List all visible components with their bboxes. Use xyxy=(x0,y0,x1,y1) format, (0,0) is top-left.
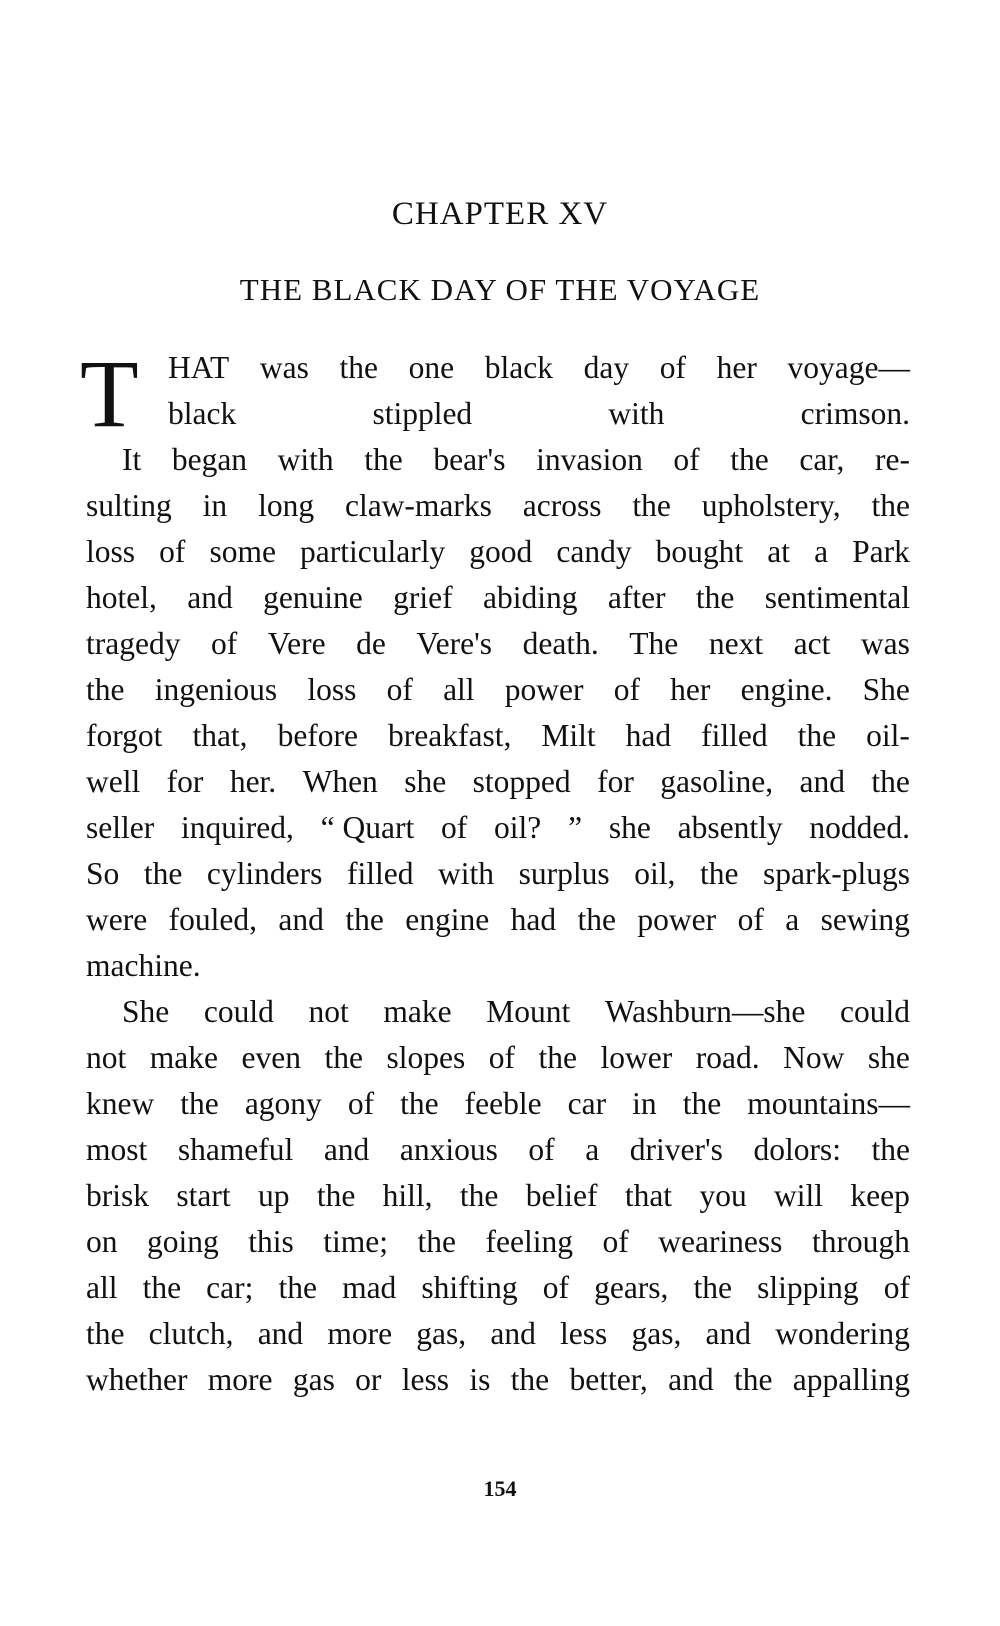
word: loss xyxy=(307,672,357,707)
word: of xyxy=(528,1132,555,1167)
word: less xyxy=(401,1362,449,1397)
word: crimson. xyxy=(800,396,910,431)
text-line xyxy=(86,851,910,897)
text-line xyxy=(86,713,910,759)
word: Mount xyxy=(486,994,571,1029)
word: engine xyxy=(405,902,490,937)
word: power xyxy=(637,902,717,937)
word: of xyxy=(159,534,186,569)
word: ” xyxy=(568,810,583,845)
word: wondering xyxy=(775,1316,910,1351)
word: candy xyxy=(556,534,632,569)
text-line xyxy=(86,1219,910,1265)
word: is xyxy=(469,1362,491,1397)
word: feeling xyxy=(485,1224,573,1259)
word: sewing xyxy=(820,902,910,937)
word: the xyxy=(871,764,910,799)
word: time; xyxy=(323,1224,389,1259)
word: shameful xyxy=(177,1132,294,1167)
word: the xyxy=(324,1040,363,1075)
word: engine. xyxy=(740,672,833,707)
word: the xyxy=(871,488,910,523)
word: Park xyxy=(852,534,910,569)
word: of xyxy=(488,1040,516,1075)
word: Washburn—she xyxy=(604,994,806,1029)
word: hotel, xyxy=(86,580,157,615)
word: she xyxy=(867,1040,910,1075)
word: the xyxy=(632,488,671,523)
word: tragedy xyxy=(86,626,181,661)
word: the xyxy=(339,350,379,385)
word: abiding xyxy=(482,580,578,615)
word: belief xyxy=(525,1178,598,1213)
word: make xyxy=(383,994,452,1029)
word: sulting xyxy=(86,488,172,523)
word: inquired, xyxy=(181,810,294,845)
word: were xyxy=(86,902,148,937)
word: with xyxy=(608,396,665,431)
word: “ Quart xyxy=(320,810,415,845)
word: good xyxy=(469,534,533,569)
text-line xyxy=(86,437,910,483)
word: whether xyxy=(86,1362,188,1397)
word: make xyxy=(149,1040,218,1075)
word: Now xyxy=(783,1040,845,1075)
word: slipping xyxy=(757,1270,859,1305)
word: could xyxy=(840,994,910,1029)
word: oil, xyxy=(634,856,676,891)
text-line xyxy=(86,1035,910,1081)
word: black xyxy=(484,350,553,385)
word: day xyxy=(583,350,630,385)
text-line xyxy=(86,483,910,529)
drop-cap: T xyxy=(80,340,139,447)
word: feeble xyxy=(464,1086,542,1121)
word: one xyxy=(408,350,455,385)
word: had xyxy=(625,718,672,753)
word: going xyxy=(147,1224,219,1259)
word: Vere xyxy=(267,626,326,661)
word: of xyxy=(347,1086,375,1121)
word: with xyxy=(438,856,495,891)
word: the xyxy=(699,856,739,891)
word: particularly xyxy=(300,534,446,569)
word: act xyxy=(793,626,831,661)
word: loss xyxy=(86,534,136,569)
word: that xyxy=(624,1178,673,1213)
word: mountains— xyxy=(747,1086,910,1121)
word: and xyxy=(705,1316,752,1351)
word: was xyxy=(259,350,309,385)
word: claw-marks xyxy=(344,488,492,523)
word: absently xyxy=(677,810,783,845)
text-line xyxy=(86,989,910,1035)
word: start xyxy=(176,1178,231,1213)
text-line xyxy=(86,391,910,437)
word: When xyxy=(302,764,378,799)
chapter-number: CHAPTER XV xyxy=(391,196,609,232)
word: car; xyxy=(206,1270,254,1305)
word: road. xyxy=(695,1040,760,1075)
word: the xyxy=(364,442,403,477)
word: knew xyxy=(86,1086,155,1121)
word: her xyxy=(670,672,711,707)
word: or xyxy=(355,1362,382,1397)
word: in xyxy=(202,488,228,523)
word: seller xyxy=(86,810,155,845)
word: the xyxy=(400,1086,439,1121)
word: the xyxy=(459,1178,499,1213)
word: this xyxy=(248,1224,294,1259)
word: she xyxy=(404,764,447,799)
word: the xyxy=(417,1224,457,1259)
word: stippled xyxy=(372,396,473,431)
word: the xyxy=(682,1086,722,1121)
word: shifting xyxy=(421,1270,518,1305)
word: hill, xyxy=(382,1178,433,1213)
word: up xyxy=(257,1178,290,1213)
word: HAT xyxy=(168,350,230,385)
word: voyage— xyxy=(787,350,910,385)
word: all xyxy=(86,1270,118,1305)
word: car xyxy=(567,1086,607,1121)
word: next xyxy=(708,626,764,661)
word: So xyxy=(86,856,120,891)
word: the xyxy=(538,1040,578,1075)
word: black xyxy=(168,396,237,431)
word: all xyxy=(443,672,475,707)
word: sentimental xyxy=(764,580,910,615)
word: and xyxy=(799,764,845,799)
word: more xyxy=(327,1316,393,1351)
text-line xyxy=(86,529,910,575)
word: her. xyxy=(229,764,277,799)
word: not xyxy=(308,994,349,1029)
text-line xyxy=(86,1265,910,1311)
word: most xyxy=(86,1132,148,1167)
text-line xyxy=(86,1357,910,1403)
word: keep xyxy=(850,1178,910,1213)
word: and xyxy=(490,1316,536,1351)
word: the xyxy=(797,718,837,753)
word: driver's xyxy=(629,1132,723,1167)
word: and xyxy=(278,902,324,937)
word: less xyxy=(560,1316,608,1351)
word: re- xyxy=(875,442,910,477)
word: you xyxy=(699,1178,747,1213)
word: a xyxy=(785,902,800,937)
word: invasion xyxy=(536,442,643,477)
text-line xyxy=(86,575,910,621)
word: the xyxy=(316,1178,356,1213)
word: ingenious xyxy=(154,672,278,707)
word: upholstery, xyxy=(701,488,841,523)
word: genuine xyxy=(263,580,363,615)
word: through xyxy=(811,1224,910,1259)
text-line xyxy=(86,667,910,713)
word: and xyxy=(668,1362,714,1397)
word: the xyxy=(871,1132,910,1167)
word: stopped xyxy=(472,764,571,799)
word: death. xyxy=(522,626,599,661)
word: a xyxy=(814,534,829,569)
word: of xyxy=(737,902,764,937)
word: across xyxy=(522,488,602,523)
word: the xyxy=(143,856,183,891)
word: breakfast, xyxy=(388,718,512,753)
word: at xyxy=(767,534,790,569)
word: the xyxy=(86,672,125,707)
word: brisk xyxy=(86,1178,149,1213)
word: that, xyxy=(192,718,248,753)
word: even xyxy=(241,1040,301,1075)
word: of xyxy=(613,672,640,707)
text-line xyxy=(86,621,910,667)
word: It xyxy=(122,442,142,477)
word: could xyxy=(203,994,274,1029)
word: of xyxy=(441,810,468,845)
word: the xyxy=(345,902,384,937)
word: forgot xyxy=(86,718,163,753)
word: for xyxy=(597,764,634,799)
word: The xyxy=(629,626,679,661)
word: well xyxy=(86,764,141,799)
word: spark-plugs xyxy=(763,856,910,891)
word: gas, xyxy=(416,1316,467,1351)
word: in xyxy=(632,1086,657,1121)
word: on xyxy=(86,1224,118,1259)
word: lower xyxy=(600,1040,673,1075)
word: nodded. xyxy=(809,810,910,845)
word: of xyxy=(542,1270,569,1305)
word: she xyxy=(608,810,651,845)
word: the xyxy=(180,1086,219,1121)
word: agony xyxy=(244,1086,322,1121)
word: car, xyxy=(799,442,845,477)
text-line xyxy=(86,1173,910,1219)
word: the xyxy=(577,902,616,937)
chapter-title: THE BLACK DAY OF THE VOYAGE xyxy=(239,272,761,307)
text-line xyxy=(86,345,910,391)
word: more xyxy=(207,1362,273,1397)
word: some xyxy=(209,534,276,569)
word: and xyxy=(257,1316,304,1351)
word: better, xyxy=(569,1362,648,1397)
word: filled xyxy=(346,856,414,891)
word: surplus xyxy=(518,856,610,891)
word: with xyxy=(277,442,334,477)
word: She xyxy=(122,994,170,1029)
word: gas xyxy=(292,1362,335,1397)
word: of xyxy=(673,442,700,477)
word: and xyxy=(323,1132,370,1167)
word: clutch, xyxy=(148,1316,234,1351)
text-line xyxy=(86,1311,910,1357)
word: gasoline, xyxy=(660,764,774,799)
word: bought xyxy=(655,534,744,569)
word: of xyxy=(659,350,687,385)
word: cylinders xyxy=(206,856,323,891)
word: began xyxy=(171,442,248,477)
word: the xyxy=(695,580,735,615)
word: the xyxy=(142,1270,182,1305)
word: the xyxy=(278,1270,317,1305)
word: of xyxy=(602,1224,629,1259)
word: dolors: xyxy=(753,1132,841,1167)
word: de xyxy=(356,626,386,661)
word: bear's xyxy=(433,442,506,477)
word: had xyxy=(510,902,557,937)
word: will xyxy=(774,1178,824,1213)
word: filled xyxy=(701,718,768,753)
word: anxious xyxy=(399,1132,498,1167)
text-line xyxy=(86,1127,910,1173)
word: after xyxy=(607,580,666,615)
word: her xyxy=(716,350,757,385)
text-line xyxy=(86,943,910,989)
word: of xyxy=(386,672,413,707)
word: long xyxy=(258,488,315,523)
body-text xyxy=(80,340,910,1403)
word: power xyxy=(504,672,584,707)
word: oil? xyxy=(494,810,542,845)
word: and xyxy=(187,580,233,615)
text-line xyxy=(86,805,910,851)
page-number: 154 xyxy=(483,1476,517,1501)
word: appalling xyxy=(792,1362,910,1397)
word: the xyxy=(86,1316,125,1351)
word: the xyxy=(730,442,769,477)
text-line xyxy=(86,1081,910,1127)
word: of xyxy=(883,1270,910,1305)
word: She xyxy=(862,672,910,707)
word: weariness xyxy=(658,1224,783,1259)
word: was xyxy=(860,626,910,661)
word: before xyxy=(277,718,359,753)
word: not xyxy=(86,1040,127,1075)
word: Vere's xyxy=(416,626,493,661)
word: the xyxy=(510,1362,550,1397)
text-line xyxy=(86,759,910,805)
word: gas, xyxy=(631,1316,682,1351)
text-line xyxy=(86,897,910,943)
word: for xyxy=(166,764,204,799)
word: a xyxy=(585,1132,600,1167)
word: gears, xyxy=(594,1270,669,1305)
word: slopes xyxy=(386,1040,466,1075)
word: grief xyxy=(393,580,453,615)
word: the xyxy=(733,1362,773,1397)
word: mad xyxy=(342,1270,397,1305)
word: machine. xyxy=(86,948,201,983)
text-lines xyxy=(86,345,910,1403)
word: the xyxy=(693,1270,733,1305)
word: fouled, xyxy=(168,902,257,937)
word: oil- xyxy=(866,718,910,753)
word: Milt xyxy=(541,718,596,753)
word: of xyxy=(211,626,238,661)
